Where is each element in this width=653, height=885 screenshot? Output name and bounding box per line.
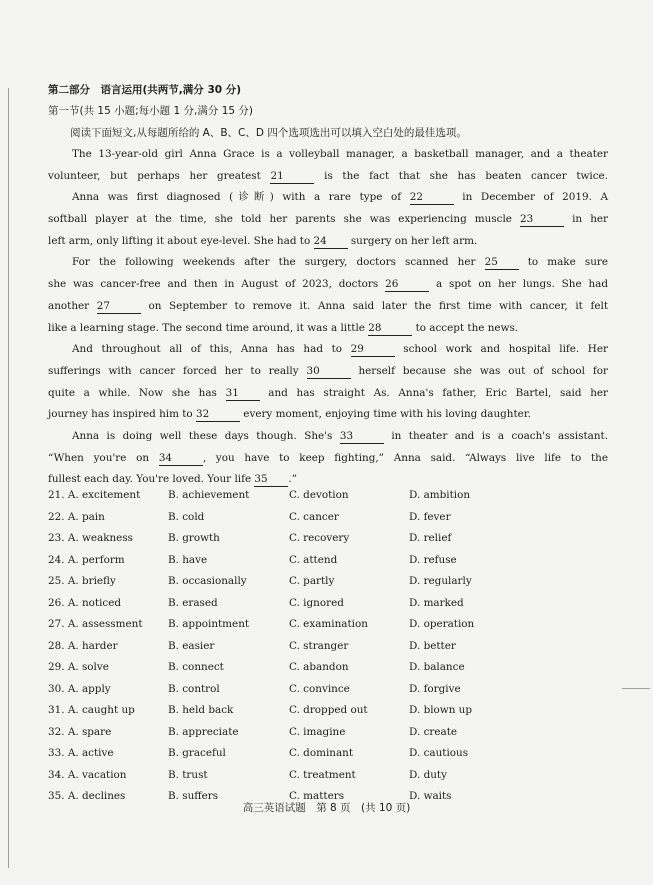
option-d: D. duty	[409, 768, 447, 781]
blank-23: 23	[520, 212, 564, 227]
option-row	[48, 507, 608, 529]
passage-line: Anna was first diagnosed (诊断) with a rare type of 22 in December of 2019. A	[72, 191, 608, 204]
option-c: C. devotion	[289, 489, 349, 501]
option-d: D. waits	[409, 790, 452, 802]
option-d: D. marked	[409, 596, 464, 609]
option-c: C. dominant	[289, 747, 354, 759]
blank-25: 25	[485, 255, 519, 270]
passage-line: The 13-year-old girl Anna Grace is a volleyball manager, a basketball manager, and a theater	[72, 148, 608, 160]
option-c: C. ignored	[289, 596, 344, 609]
option-d: D. create	[409, 725, 458, 738]
option-c: C. partly	[289, 575, 335, 587]
option-a: 32. A. spare	[48, 725, 112, 738]
edge-mark	[622, 688, 650, 689]
option-d: D. fever	[409, 510, 451, 523]
option-d: D. forgive	[409, 682, 461, 695]
option-a: 34. A. vacation	[48, 768, 127, 781]
option-c: C. recovery	[289, 532, 350, 544]
option-d: D. regularly	[409, 575, 472, 587]
option-d: D. blown up	[409, 704, 473, 716]
option-a: 29. A. solve	[48, 661, 109, 673]
option-row	[48, 550, 608, 572]
option-row	[48, 485, 608, 507]
passage-line: softball player at the time, she told her parents she was experiencing muscle 23 in her	[48, 213, 608, 226]
passage-line: another 27 on September to remove it. Anna said later the first time with cancer, it felt	[48, 299, 608, 312]
option-d: D. better	[409, 639, 456, 652]
option-row	[48, 614, 608, 636]
passage-line: And throughout all of this, Anna has had to 29 school work and hospital life. Her	[72, 343, 608, 356]
option-d: D. cautious	[409, 747, 469, 759]
option-b: B. appointment	[168, 618, 250, 630]
option-row	[48, 593, 608, 615]
option-b: B. growth	[168, 532, 220, 544]
passage-line: “When you're on 34 , you have to keep fighting,” Anna said. “Always live life to the	[48, 451, 608, 464]
option-a: 22. A. pain	[48, 510, 105, 523]
option-b: B. erased	[168, 596, 218, 609]
instructions: 阅读下面短文,从每题所给的 A、B、C、D 四个选项选出可以填入空白处的最佳选项。	[70, 127, 467, 139]
option-b: B. connect	[168, 661, 224, 673]
option-c: C. stranger	[289, 639, 349, 652]
option-a: 25. A. briefly	[48, 575, 116, 587]
option-a: 35. A. declines	[48, 790, 126, 802]
option-a: 28. A. harder	[48, 639, 118, 652]
option-c: C. attend	[289, 553, 338, 566]
option-a: 21. A. excitement	[48, 489, 141, 501]
section-subheading: 第一节(共 15 小题;每小题 1 分,满分 15 分)	[48, 105, 253, 117]
binding-margin-line	[8, 88, 9, 868]
option-b: B. control	[168, 682, 220, 695]
option-a: 33. A. active	[48, 747, 114, 759]
page-footer: 高三英语试题 第 8 页 (共 10 页)	[242, 802, 411, 814]
option-a: 31. A. caught up	[48, 704, 135, 716]
blank-33: 33	[340, 429, 384, 444]
option-c: C. treatment	[289, 768, 356, 781]
passage-line: sufferings with cancer forced her to really 30 herself because she was out of school for	[48, 364, 608, 377]
option-d: D. balance	[409, 661, 465, 673]
passage-line: For the following weekends after the surgery, doctors scanned her 25 to make sure	[72, 256, 609, 269]
option-a: 27. A. assessment	[48, 618, 143, 630]
blank-22: 22	[410, 190, 454, 205]
blank-30: 30	[307, 364, 351, 379]
option-a: 26. A. noticed	[48, 596, 122, 609]
passage-line: left arm, only lifting it about eye-level. She had to 24 surgery on her left arm.	[48, 234, 478, 247]
option-b: B. occasionally	[168, 575, 247, 587]
option-row	[48, 700, 608, 722]
blank-26: 26	[385, 277, 429, 292]
option-c: C. matters	[289, 790, 345, 802]
option-d: D. operation	[409, 618, 475, 630]
passage-line: quite a while. Now she has 31 and has straight As. Anna's father, Eric Bartel, said her	[48, 386, 608, 399]
option-d: D. ambition	[409, 489, 471, 501]
blank-21: 21	[270, 169, 314, 184]
option-c: C. examination	[289, 618, 368, 630]
option-row	[48, 636, 608, 658]
option-row	[48, 722, 608, 744]
options-list	[48, 485, 608, 808]
option-b: B. trust	[168, 768, 208, 781]
passage-line: fullest each day. You're loved. Your life 35 .”	[48, 473, 298, 486]
passage-line: she was cancer-free and then in August of 2023, doctors 26 a spot on her lungs. She had	[48, 278, 609, 291]
option-c: C. cancer	[289, 510, 339, 523]
option-b: B. achievement	[168, 489, 250, 501]
blank-27: 27	[97, 299, 141, 314]
option-c: C. dropped out	[289, 704, 368, 716]
blank-31: 31	[226, 386, 260, 401]
option-c: C. abandon	[289, 661, 349, 673]
option-row	[48, 657, 608, 679]
option-a: 30. A. apply	[48, 682, 111, 695]
blank-29: 29	[351, 342, 395, 357]
option-b: B. appreciate	[168, 725, 239, 738]
option-row	[48, 679, 608, 701]
blank-34: 34	[159, 451, 203, 466]
option-b: B. easier	[168, 639, 215, 652]
option-row	[48, 528, 608, 550]
blank-28: 28	[368, 321, 412, 336]
blank-35: 35	[254, 472, 288, 487]
option-row	[48, 571, 608, 593]
option-c: C. convince	[289, 682, 350, 695]
passage-line: volunteer, but perhaps her greatest 21 is the fact that she has beaten cancer twice.	[48, 169, 608, 182]
blank-32: 32	[196, 407, 240, 422]
option-b: B. graceful	[168, 747, 226, 759]
option-d: D. relief	[409, 532, 452, 544]
passage-line: Anna is doing well these days though. She's 33 in theater and is a coach's assistant.	[72, 429, 608, 442]
option-row	[48, 743, 608, 765]
blank-24: 24	[314, 234, 348, 249]
option-a: 23. A. weakness	[48, 532, 133, 544]
section-heading: 第二部分 语言运用(共两节,满分 30 分)	[48, 84, 242, 96]
option-b: B. have	[168, 553, 208, 566]
option-d: D. refuse	[409, 553, 457, 566]
option-c: C. imagine	[289, 725, 346, 738]
passage-line: journey has inspired him to 32 every moment, enjoying time with his loving daughter.	[48, 408, 531, 421]
option-b: B. held back	[168, 704, 234, 716]
option-b: B. suffers	[168, 790, 219, 802]
passage-line: like a learning stage. The second time around, it was a little 28 to accept the news.	[48, 321, 519, 334]
passage-area	[48, 80, 608, 491]
option-b: B. cold	[168, 510, 205, 523]
option-a: 24. A. perform	[48, 553, 125, 566]
option-row	[48, 765, 608, 787]
